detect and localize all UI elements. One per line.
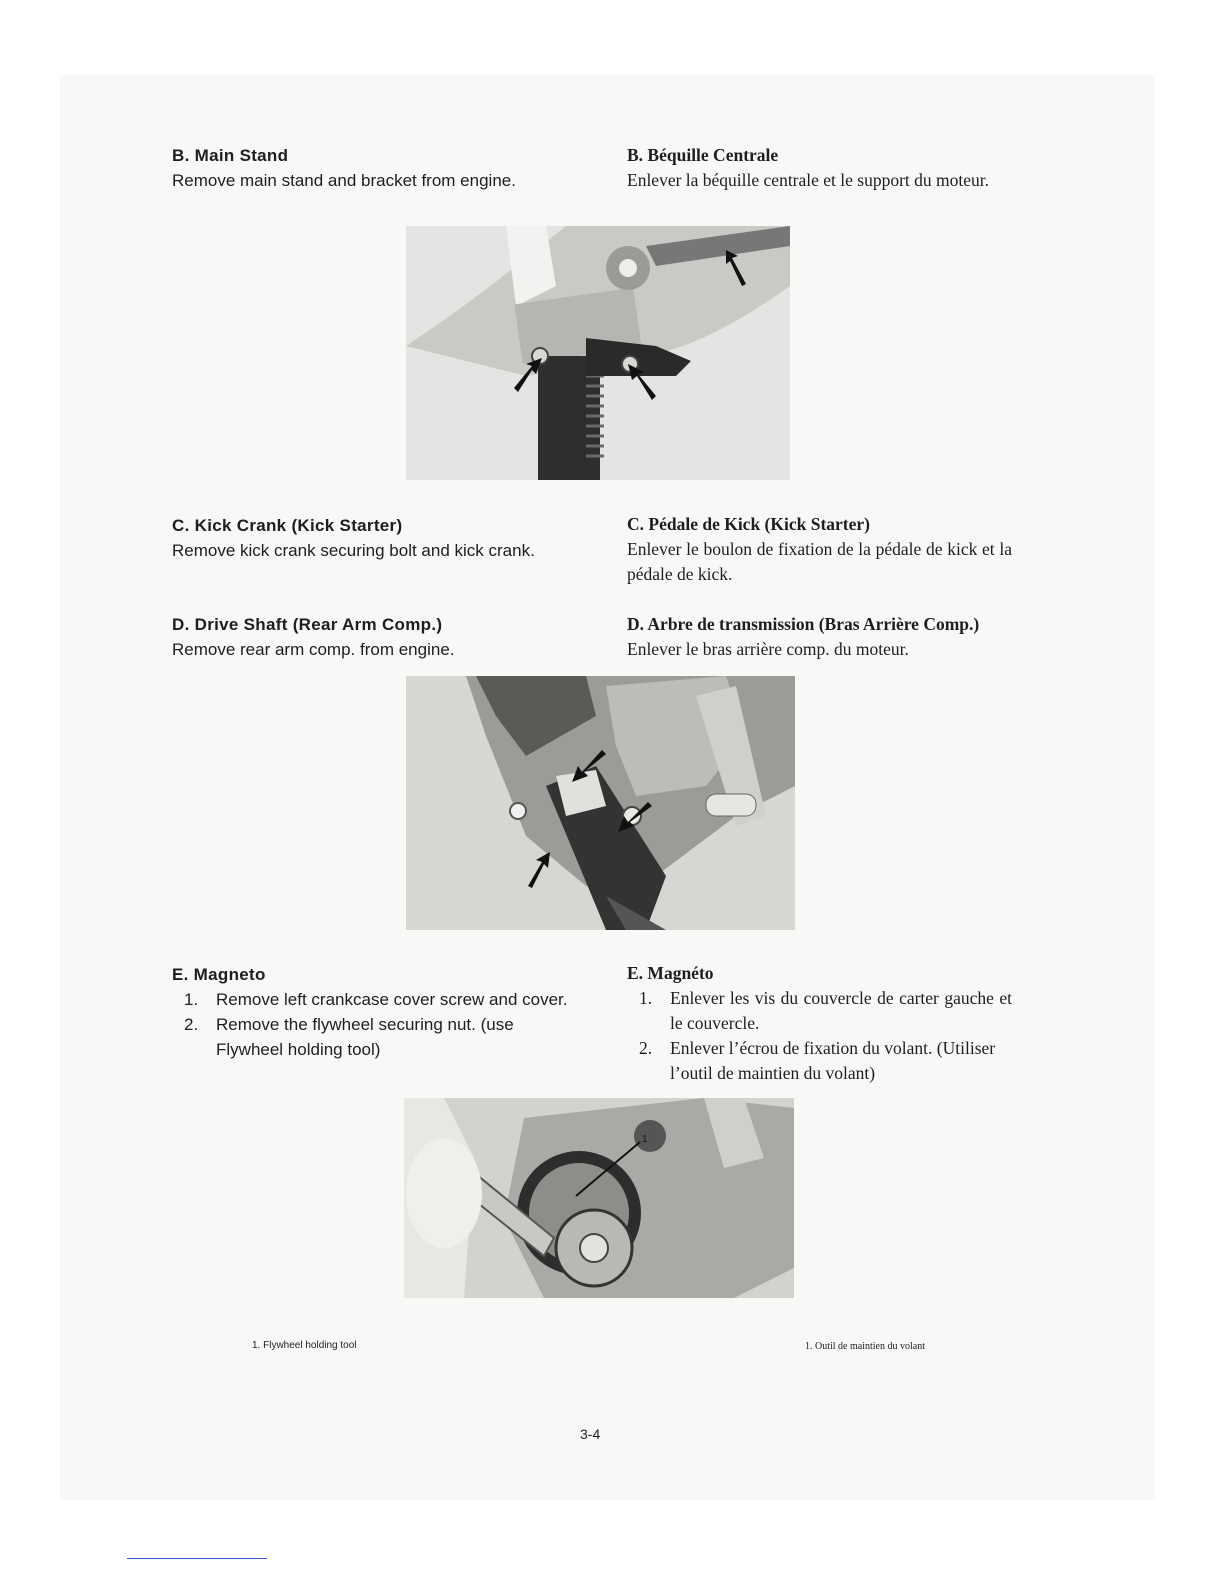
section-e-en-title: E. Magneto: [172, 965, 266, 984]
section-d-en-text: Remove rear arm comp. from engine.: [172, 640, 455, 659]
section-c-en-title: C. Kick Crank (Kick Starter): [172, 516, 403, 535]
footer-rule: [127, 1558, 267, 1559]
section-e-fr: [627, 961, 1012, 1086]
photo-main-stand: [406, 226, 790, 480]
step-text: Enlever l’écrou de fixation du volant. (Utiliser l’outil de maintien du volant): [670, 1038, 996, 1083]
section-d-en: [172, 612, 592, 662]
step-number: 1.: [639, 988, 653, 1008]
section-c-en: [172, 513, 560, 563]
section-b-en-title: B. Main Stand: [172, 146, 289, 165]
section-e-en-step-2: [172, 1012, 572, 1062]
section-d-fr: [627, 612, 1027, 662]
section-c-fr: [627, 512, 1012, 587]
section-d-fr-title: D. Arbre de transmission (Bras Arrière Comp.): [627, 614, 980, 634]
caption-en: 1. Flywheel holding tool: [252, 1340, 357, 1351]
section-e-fr-step-1: [627, 986, 1012, 1036]
section-b-en: [172, 143, 572, 193]
caption-fr: 1. Outil de maintien du volant: [805, 1341, 925, 1352]
section-c-fr-text: Enlever le boulon de fixation de la pédale de kick et la pédale de kick.: [627, 539, 1012, 584]
section-d-en-title: D. Drive Shaft (Rear Arm Comp.): [172, 615, 443, 634]
step-text: Enlever les vis du couvercle de carter gauche et le couvercle.: [670, 988, 1012, 1033]
section-e-en-step-1: [172, 987, 572, 1012]
section-b-en-text: Remove main stand and bracket from engine.: [172, 171, 516, 190]
callout-number-1: 1: [642, 1134, 648, 1145]
step-number: 2.: [184, 1015, 199, 1034]
section-d-fr-text: Enlever le bras arrière comp. du moteur.: [627, 639, 909, 659]
page-number: 3-4: [580, 1426, 601, 1442]
section-e-fr-title: E. Magnéto: [627, 963, 714, 983]
step-number: 2.: [639, 1038, 653, 1058]
section-c-fr-title: C. Pédale de Kick (Kick Starter): [627, 514, 871, 534]
section-b-fr: [627, 143, 1012, 193]
photo-magneto: [404, 1098, 794, 1298]
step-number: 1.: [184, 990, 199, 1009]
section-c-en-text: Remove kick crank securing bolt and kick crank.: [172, 541, 535, 560]
photo-drive-shaft: [406, 676, 795, 930]
section-e-fr-step-2: [627, 1036, 1012, 1086]
section-e-en: [172, 962, 572, 1062]
step-text: Remove the flywheel securing nut. (use Flywheel holding tool): [216, 1015, 514, 1059]
section-b-fr-text: Enlever la béquille centrale et le support du moteur.: [627, 170, 990, 190]
step-text: Remove left crankcase cover screw and cover.: [216, 990, 568, 1009]
section-b-fr-title: B. Béquille Centrale: [627, 145, 779, 165]
